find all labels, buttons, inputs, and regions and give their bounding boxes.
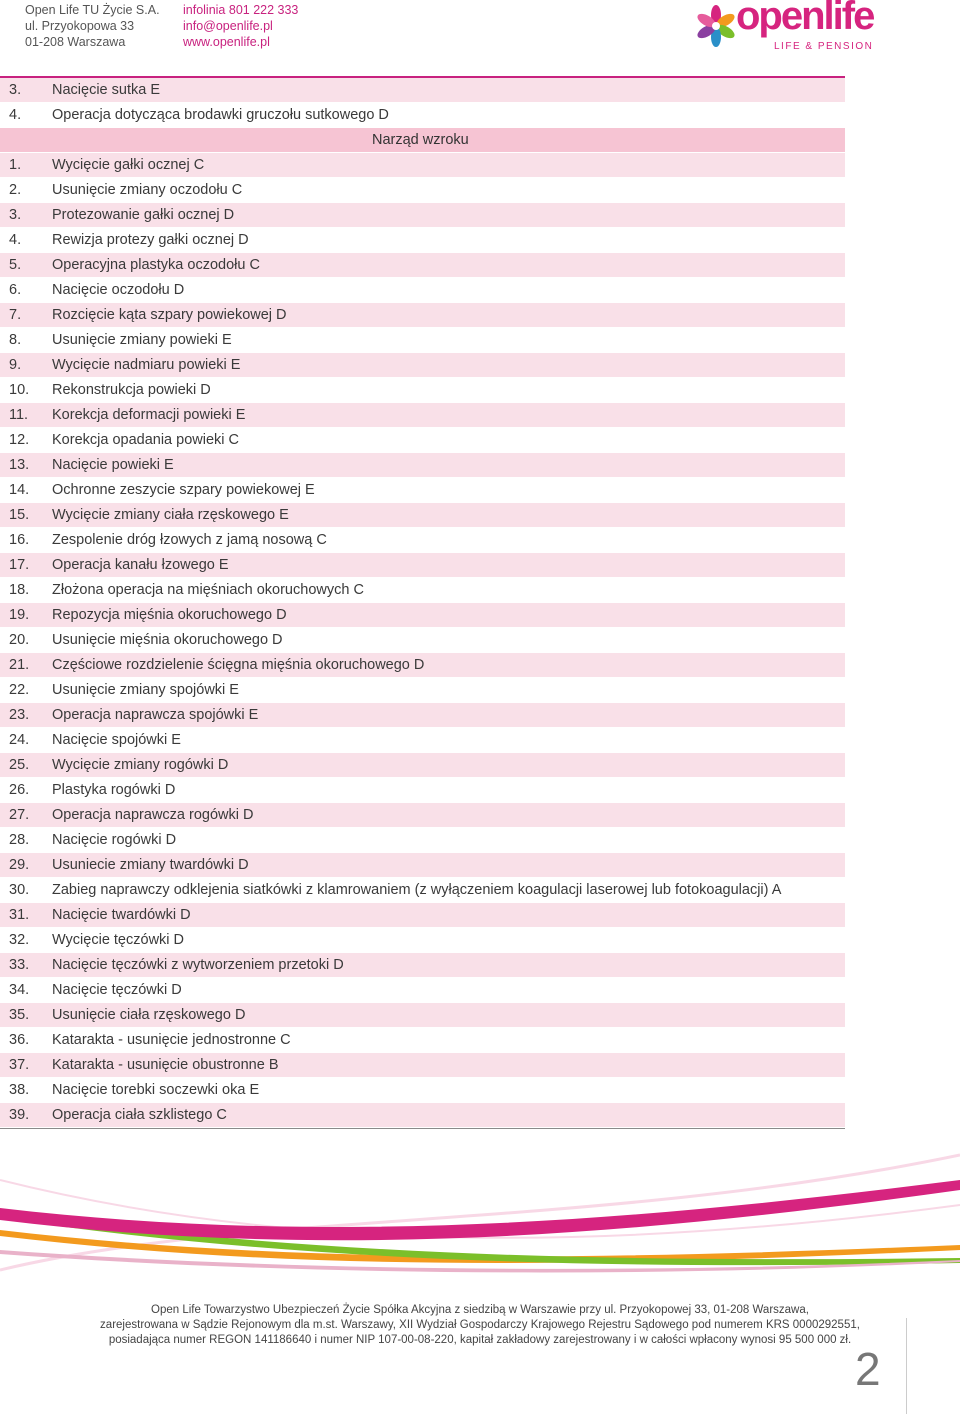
table-row: [0, 978, 845, 1003]
row-number: 14.: [9, 482, 30, 498]
row-number: 29.: [9, 857, 30, 873]
row-number: 8.: [9, 332, 22, 348]
table-row: [0, 1053, 845, 1078]
table-row: [0, 78, 845, 103]
email-link[interactable]: info@openlife.pl: [183, 19, 273, 33]
table-row: [0, 178, 845, 203]
row-number: 28.: [9, 832, 30, 848]
row-number: 12.: [9, 432, 30, 448]
company-contact: [183, 2, 298, 50]
table-row: [0, 1078, 845, 1103]
row-text: Nacięcie rogówki D: [52, 832, 177, 848]
row-number: 6.: [9, 282, 22, 298]
row-text: Usuniecie zmiany twardówki D: [52, 857, 249, 873]
row-text: Repozycja mięśnia okoruchowego D: [52, 607, 287, 623]
row-number: 35.: [9, 1007, 30, 1023]
row-text: Usunięcie zmiany spojówki E: [52, 682, 239, 698]
row-text: Nacięcie torebki soczewki oka E: [52, 1082, 260, 1098]
table-row: [0, 703, 845, 728]
row-text: Operacja dotycząca brodawki gruczołu sutkowego D: [52, 107, 389, 123]
table-row: [0, 828, 845, 853]
row-number: 22.: [9, 682, 30, 698]
row-text: Nacięcie sutka E: [52, 82, 160, 98]
row-number: 36.: [9, 1032, 30, 1048]
table-row: [0, 1103, 845, 1128]
table-row: [0, 578, 845, 603]
decorative-ribbons: [0, 1150, 960, 1320]
table-row: [0, 428, 845, 453]
row-text: Złożona operacja na mięśniach okoruchowych C: [52, 582, 364, 598]
row-text: Wycięcie nadmiaru powieki E: [52, 357, 241, 373]
website-link[interactable]: www.openlife.pl: [183, 35, 270, 49]
footer-line: posiadająca numer REGON 141186640 i numer NIP 107-00-08-220, kapitał zakładowy zarejestrowany i w całości wpłacony wynosi 95 500 000 zł.: [108, 1334, 852, 1346]
table-row: [0, 928, 845, 953]
row-text: Nacięcie tęczówki D: [52, 982, 182, 998]
table-row: [0, 328, 845, 353]
row-text: Wycięcie zmiany ciała rzęskowego E: [52, 507, 289, 523]
table-row: [0, 303, 845, 328]
table-row: [0, 803, 845, 828]
table-row: [0, 1028, 845, 1053]
row-number: 38.: [9, 1082, 30, 1098]
row-number: 9.: [9, 357, 22, 373]
row-text: Częściowe rozdzielenie ścięgna mięśnia okoruchowego D: [52, 657, 425, 673]
row-number: 21.: [9, 657, 30, 673]
row-number: 26.: [9, 782, 30, 798]
row-text: Nacięcie spojówki E: [52, 732, 181, 748]
company-name: Open Life TU Życie S.A.: [25, 3, 160, 17]
page-number-divider: [906, 1318, 907, 1414]
table-row: [0, 278, 845, 303]
table-row: [0, 378, 845, 403]
footer-legal: [60, 1303, 900, 1348]
row-text: Wycięcie zmiany rogówki D: [52, 757, 229, 773]
section-title: Narząd wzroku: [372, 132, 469, 148]
flower-icon: [694, 4, 738, 48]
table-row: [0, 453, 845, 478]
row-number: 15.: [9, 507, 30, 523]
row-text: Katarakta - usunięcie jednostronne C: [52, 1032, 291, 1048]
row-number: 3.: [9, 207, 22, 223]
table-row: [0, 503, 845, 528]
row-number: 31.: [9, 907, 30, 923]
table-row: [0, 478, 845, 503]
table-row: [0, 528, 845, 553]
table-row: [0, 903, 845, 928]
table-row: [0, 678, 845, 703]
openlife-logo: [694, 2, 884, 54]
procedure-table: [0, 76, 845, 1129]
row-text: Usunięcie zmiany oczodołu C: [52, 182, 243, 198]
row-text: Nacięcie oczodołu D: [52, 282, 185, 298]
table-row: [0, 853, 845, 878]
row-number: 4.: [9, 232, 22, 248]
table-row: [0, 603, 845, 628]
row-number: 34.: [9, 982, 30, 998]
row-number: 30.: [9, 882, 30, 898]
table-row: [0, 253, 845, 278]
table-row: [0, 778, 845, 803]
row-number: 33.: [9, 957, 30, 973]
row-text: Operacyjna plastyka oczodołu C: [52, 257, 260, 273]
row-text: Usunięcie ciała rzęskowego D: [52, 1007, 246, 1023]
company-address: [25, 2, 160, 50]
row-number: 23.: [9, 707, 30, 723]
table-row: [0, 653, 845, 678]
row-number: 5.: [9, 257, 22, 273]
row-text: Nacięcie powieki E: [52, 457, 174, 473]
row-number: 17.: [9, 557, 30, 573]
row-number: 39.: [9, 1107, 30, 1123]
table-row: [0, 203, 845, 228]
row-number: 32.: [9, 932, 30, 948]
company-street: ul. Przyokopowa 33: [25, 19, 135, 33]
row-text: Katarakta - usunięcie obustronne B: [52, 1057, 279, 1073]
row-number: 27.: [9, 807, 30, 823]
table-row: [0, 728, 845, 753]
table-row: [0, 228, 845, 253]
row-number: 3.: [9, 82, 22, 98]
row-text: Operacja kanału łzowego E: [52, 557, 229, 573]
row-number: 24.: [9, 732, 30, 748]
row-number: 4.: [9, 107, 22, 123]
row-text: Protezowanie gałki ocznej D: [52, 207, 235, 223]
row-text: Nacięcie tęczówki z wytworzeniem przetoki D: [52, 957, 344, 973]
row-text: Wycięcie tęczówki D: [52, 932, 185, 948]
company-city: 01-208 Warszawa: [25, 35, 126, 49]
section-header: [0, 128, 845, 153]
row-text: Rekonstrukcja powieki D: [52, 382, 211, 398]
row-text: Zabieg naprawczy odklejenia siatkówki z klamrowaniem (z wyłączeniem koagulacji laserowej lub fotokoagulacji) A: [52, 882, 782, 898]
row-text: Wycięcie gałki ocznej C: [52, 157, 205, 173]
footer-line: zarejestrowana w Sądzie Rejonowym dla m.st. Warszawy, XII Wydział Gospodarczy Krajowego Rejestru Sądowego pod numerem KRS 0000292551,: [100, 1319, 860, 1331]
table-row: [0, 878, 845, 903]
row-number: 18.: [9, 582, 30, 598]
table-row: [0, 628, 845, 653]
row-number: 10.: [9, 382, 30, 398]
hotline-text: infolinia 801 222 333: [183, 3, 299, 17]
table-row: [0, 953, 845, 978]
row-text: Operacja ciała szklistego C: [52, 1107, 227, 1123]
row-number: 16.: [9, 532, 30, 548]
footer-line: Open Life Towarzystwo Ubezpieczeń Życie Spółka Akcyjna z siedzibą w Warszawie przy ul. Przyokopowej 33, 01-208 Warszawa,: [151, 1304, 809, 1316]
table-row: [0, 1003, 845, 1028]
table-row: [0, 153, 845, 178]
row-number: 19.: [9, 607, 30, 623]
table-row: [0, 403, 845, 428]
row-number: 25.: [9, 757, 30, 773]
row-text: Korekcja deformacji powieki E: [52, 407, 246, 423]
procedure-rows: [0, 78, 845, 1128]
row-number: 2.: [9, 182, 22, 198]
row-text: Rozcięcie kąta szpary powiekowej D: [52, 307, 287, 323]
row-text: Operacja naprawcza spojówki E: [52, 707, 259, 723]
row-text: Korekcja opadania powieki C: [52, 432, 239, 448]
row-text: Zespolenie dróg łzowych z jamą nosową C: [52, 532, 327, 548]
logo-tagline: LIFE & PENSION: [774, 41, 874, 52]
table-row: [0, 103, 845, 128]
table-row: [0, 353, 845, 378]
row-text: Rewizja protezy gałki ocznej D: [52, 232, 249, 248]
row-text: Operacja naprawcza rogówki D: [52, 807, 254, 823]
logo-wordmark: openlife: [736, 0, 874, 38]
row-number: 1.: [9, 157, 22, 173]
table-bottom-rule: [0, 1128, 845, 1129]
page-number: 2: [855, 1343, 881, 1395]
row-number: 7.: [9, 307, 22, 323]
row-number: 37.: [9, 1057, 30, 1073]
table-row: [0, 753, 845, 778]
row-number: 20.: [9, 632, 30, 648]
row-text: Ochronne zeszycie szpary powiekowej E: [52, 482, 315, 498]
row-text: Usunięcie mięśnia okoruchowego D: [52, 632, 283, 648]
row-text: Nacięcie twardówki D: [52, 907, 191, 923]
row-text: Plastyka rogówki D: [52, 782, 176, 798]
row-number: 11.: [9, 407, 29, 423]
row-text: Usunięcie zmiany powieki E: [52, 332, 232, 348]
table-row: [0, 553, 845, 578]
row-number: 13.: [9, 457, 30, 473]
